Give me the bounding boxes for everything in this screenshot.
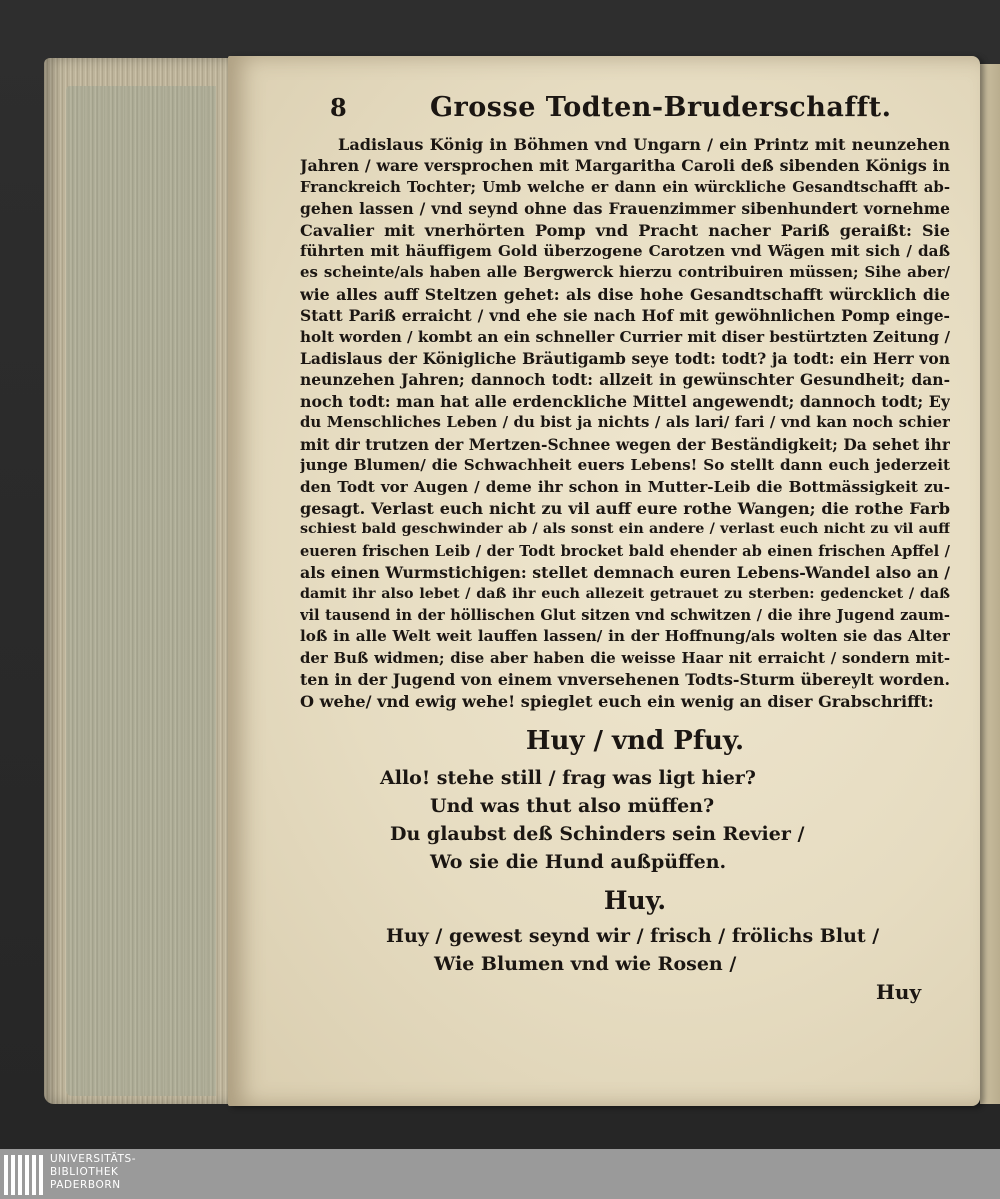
poem-stanza-2 <box>300 922 950 978</box>
poem-line: Allo! stehe still / frag was ligt hier? <box>380 766 756 789</box>
body-line: ten in der Jugend von einem vnversehenen Todts-Sturm übereylt worden. <box>300 670 950 690</box>
poem-title: Huy / vnd Pfuy. <box>525 725 745 756</box>
body-line: O wehe/ vnd ewig wehe! spieglet euch ein wenig an diser Grabschrifft: <box>300 691 934 711</box>
library-logo-icon <box>4 1155 46 1195</box>
book-page-edges-shadow <box>66 86 216 1096</box>
body-line: Statt Pariß erraicht / vnd ehe sie nach Hof mit gewöhnlichen Pomp einge- <box>300 306 950 326</box>
body-line: neunzehen Jahren; dannoch todt: allzeit in gewünschter Gesundheit; dan- <box>300 370 950 390</box>
body-line: schiest bald geschwinder ab / als sonst ein andere / verlast euch nicht zu vil auff <box>300 521 950 538</box>
body-line: Jahren / ware versprochen mit Margaritha Caroli deß sibenden Königs in <box>300 156 950 176</box>
poem-line: Huy / gewest seynd wir / frisch / frölichs Blut / <box>386 924 880 947</box>
section-title: Huy. <box>603 885 667 915</box>
poem-stanza-1 <box>300 764 950 876</box>
catchword: Huy <box>876 980 922 1004</box>
facing-page-edge <box>980 64 1000 1104</box>
page-header <box>300 92 950 132</box>
poem-line: Wie Blumen vnd wie Rosen / <box>434 952 737 975</box>
body-line: Ladislaus der Königliche Bräutigamb seye todt: todt? ja todt: ein Herr von <box>300 349 950 369</box>
body-line: gesagt. Verlast euch nicht zu vil auff eure rothe Wangen; die rothe Farb <box>300 498 950 518</box>
body-line: loß in alle Welt weit lauffen lassen/ in der Hoffnung/als wolten sie das Alter <box>300 627 950 646</box>
library-name-line: PADERBORN <box>50 1179 121 1191</box>
body-line: vil tausend in der höllischen Glut sitzen vnd schwitzen / die ihre Jugend zaum- <box>300 606 950 624</box>
body-line: junge Blumen/ die Schwachheit euers Lebens! So stellt dann euch jederzeit <box>300 456 950 475</box>
body-line: es scheinte/als haben alle Bergwerck hierzu contribuiren müssen; Sihe aber/ <box>300 263 950 282</box>
body-line: holt worden / kombt an ein schneller Currier mit diser bestürtzten Zeitung / <box>300 327 950 346</box>
body-line: damit ihr also lebet / daß ihr euch allezeit getrauet zu sterben: gedencket / daß <box>300 585 950 602</box>
body-line: der Buß widmen; dise aber haben die weisse Haar nit erraicht / sondern mit- <box>300 648 950 667</box>
footer-bar <box>0 1149 1000 1199</box>
page-text-block <box>300 92 950 978</box>
body-line: mit dir trutzen der Mertzen-Schnee wegen der Beständigkeit; Da sehet ihr <box>300 434 950 454</box>
body-paragraph <box>300 134 950 712</box>
library-name <box>50 1153 136 1192</box>
body-line: eueren frischen Leib / der Todt brocket bald ehender ab einen frischen Apffel / <box>300 542 950 560</box>
body-line: Ladislaus König in Böhmen vnd Ungarn / ein Printz mit neunzehen <box>338 135 950 154</box>
poem-line: Und was thut also müffen? <box>430 794 715 817</box>
poem-line: Wo sie die Hund außpüffen. <box>430 850 727 873</box>
body-line: gehen lassen / vnd seynd ohne das Frauenzimmer sibenhundert vornehme <box>300 199 950 219</box>
library-name-line: BIBLIOTHEK <box>50 1166 119 1178</box>
body-line: den Todt vor Augen / deme ihr schon in Mutter-Leib die Bottmässigkeit zu- <box>300 477 950 496</box>
body-line: als einen Wurmstichigen: stellet demnach euren Lebens-Wandel also an / <box>300 563 950 583</box>
body-line: führten mit häuffigem Gold überzogene Carotzen vnd Wägen mit sich / daß <box>300 242 950 261</box>
body-line: Franckreich Tochter; Umb welche er dann ein würckliche Gesandtschafft ab- <box>300 177 950 196</box>
body-line: noch todt: man hat alle erdenckliche Mittel angewendt; dannoch todt; Ey <box>300 391 950 411</box>
running-title: Grosse Todten-Bruderschafft. <box>430 92 892 123</box>
body-line: du Menschliches Leben / du bist ja nichts / als lari/ fari / vnd kan noch schier <box>300 413 950 432</box>
poem-line: Du glaubst deß Schinders sein Revier / <box>390 822 805 845</box>
body-line: Cavalier mit vnerhörten Pomp vnd Pracht nacher Pariß geraißt: Sie <box>300 220 950 240</box>
body-line: wie alles auff Steltzen gehet: als dise hohe Gesandtschafft würcklich die <box>300 284 950 304</box>
library-name-line: UNIVERSITÄTS- <box>50 1153 137 1165</box>
page-number: 8 <box>330 93 347 122</box>
